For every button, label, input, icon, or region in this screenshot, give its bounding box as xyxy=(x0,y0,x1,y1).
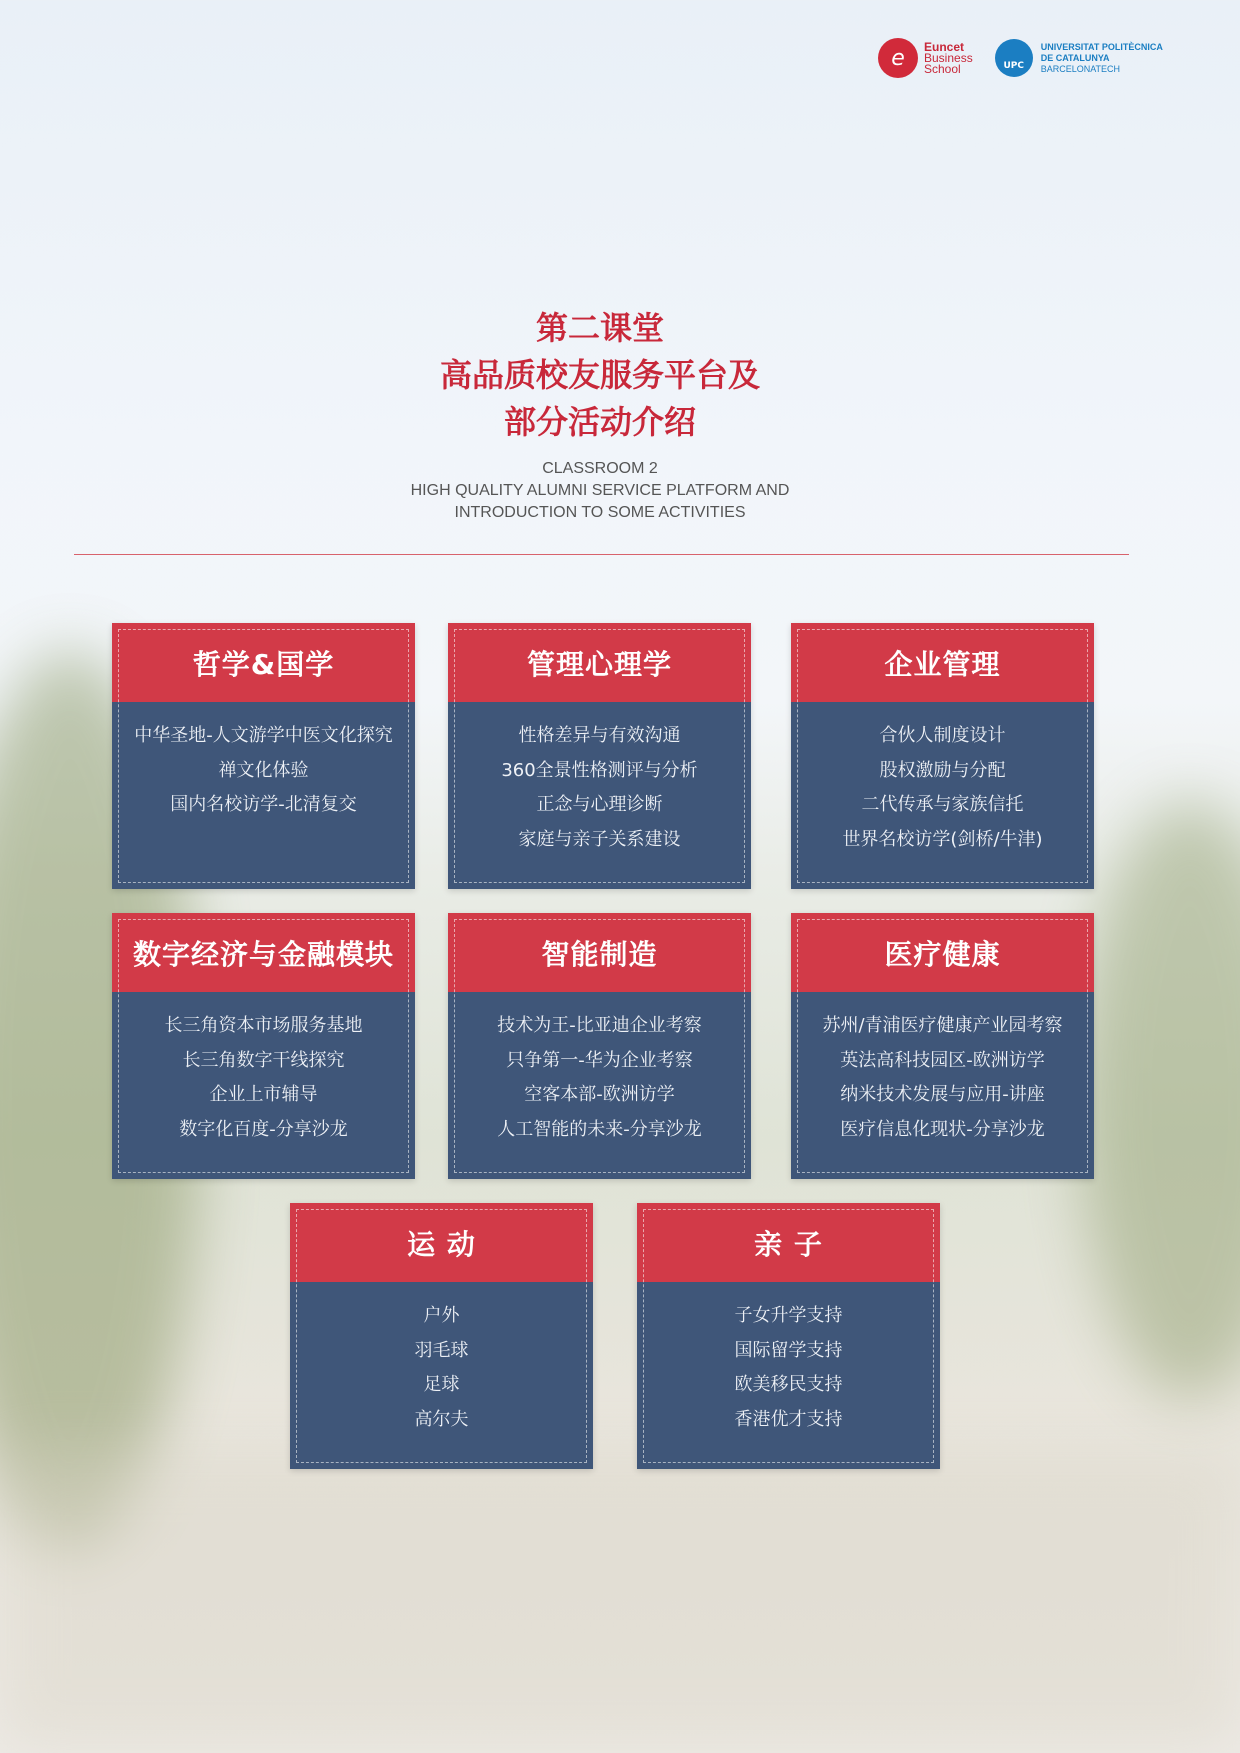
card-item: 香港优才支持 xyxy=(734,1408,843,1430)
card-item: 国际留学支持 xyxy=(734,1339,843,1361)
upc-line3: BARCELONATECH xyxy=(1040,63,1121,74)
card-item: 中华圣地-人文游学中医文化探究 xyxy=(134,725,393,746)
card-title: 医疗健康 xyxy=(791,913,1094,992)
category-card xyxy=(448,913,751,1179)
title-line: 第二课堂 xyxy=(535,309,664,347)
euncet-line3: School xyxy=(924,61,961,76)
card-item: 英法高科技园区-欧洲访学 xyxy=(840,1049,1045,1071)
card-item: 户外 xyxy=(423,1305,460,1326)
subtitle-line: INTRODUCTION TO SOME ACTIVITIES xyxy=(454,504,746,521)
card-items xyxy=(112,992,415,1147)
card-item: 只争第一-华为企业考察 xyxy=(506,1049,693,1071)
background-mosaic xyxy=(0,1450,1240,1750)
euncet-emblem: e xyxy=(878,38,918,78)
category-card xyxy=(791,913,1094,1179)
card-item: 股权激励与分配 xyxy=(879,759,1006,781)
card-item: 欧美移民支持 xyxy=(734,1374,843,1395)
card-item: 高尔夫 xyxy=(414,1408,469,1430)
title-line: 高品质校友服务平台及 xyxy=(439,356,760,394)
card-items xyxy=(112,702,415,823)
card-item: 纳米技术发展与应用-讲座 xyxy=(840,1084,1045,1105)
card-title: 企业管理 xyxy=(791,623,1094,702)
card-item: 合伙人制度设计 xyxy=(879,725,1006,746)
category-card xyxy=(637,1203,940,1469)
card-title: 智能制造 xyxy=(448,913,751,992)
category-card xyxy=(791,623,1094,889)
subtitle-line: CLASSROOM 2 xyxy=(542,460,658,477)
card-title: 管理心理学 xyxy=(448,623,751,702)
card-items xyxy=(637,1282,940,1437)
background-trees xyxy=(1080,800,1240,1400)
upc-line1: UNIVERSITAT POLITÈCNICA xyxy=(1040,41,1163,52)
euncet-line2: Business xyxy=(924,50,973,65)
card-item: 医疗信息化现状-分享沙龙 xyxy=(840,1118,1045,1140)
category-card xyxy=(290,1203,593,1469)
card-title: 亲 子 xyxy=(637,1203,940,1282)
category-card xyxy=(112,913,415,1179)
card-items xyxy=(448,992,751,1147)
card-item: 长三角资本市场服务基地 xyxy=(164,1015,363,1036)
card-item: 企业上市辅导 xyxy=(209,1084,318,1105)
card-item: 数字化百度-分享沙龙 xyxy=(179,1118,348,1140)
card-item: 羽毛球 xyxy=(414,1339,469,1361)
card-item: 正念与心理诊断 xyxy=(536,794,663,815)
card-item: 子女升学支持 xyxy=(734,1305,843,1326)
euncet-logo xyxy=(878,38,973,78)
card-item: 二代传承与家族信托 xyxy=(861,794,1024,815)
card-title: 哲学&国学 xyxy=(112,623,415,702)
card-title: 运 动 xyxy=(290,1203,593,1282)
card-title: 数字经济与金融模块 xyxy=(112,913,415,992)
card-items xyxy=(290,1282,593,1437)
card-item: 苏州/青浦医疗健康产业园考察 xyxy=(822,1015,1063,1036)
upc-emblem: UPC xyxy=(995,39,1033,77)
card-items xyxy=(791,992,1094,1147)
card-item: 技术为王-比亚迪企业考察 xyxy=(497,1015,702,1036)
card-item: 足球 xyxy=(423,1374,460,1395)
logos xyxy=(878,38,1163,78)
divider xyxy=(74,554,1129,555)
page-subtitle xyxy=(0,458,1200,524)
page-title xyxy=(0,305,1200,446)
card-item: 长三角数字干线探究 xyxy=(182,1049,345,1071)
upc-line2: DE CATALUNYA xyxy=(1040,52,1110,63)
card-items xyxy=(448,702,751,857)
card-item: 空客本部-欧洲访学 xyxy=(524,1084,675,1105)
title-line: 部分活动介绍 xyxy=(503,403,696,441)
card-item: 世界名校访学(剑桥/牛津) xyxy=(842,828,1043,850)
card-item: 禅文化体验 xyxy=(218,759,309,781)
subtitle-line: HIGH QUALITY ALUMNI SERVICE PLATFORM AND xyxy=(410,482,790,499)
card-item: 360全景性格测评与分析 xyxy=(501,759,698,781)
card-items xyxy=(791,702,1094,857)
card-item: 国内名校访学-北清复交 xyxy=(170,794,357,815)
category-card xyxy=(448,623,751,889)
card-item: 人工智能的未来-分享沙龙 xyxy=(497,1118,702,1140)
category-card xyxy=(112,623,415,889)
upc-logo xyxy=(995,39,1163,77)
card-item: 家庭与亲子关系建设 xyxy=(518,828,681,850)
card-item: 性格差异与有效沟通 xyxy=(518,725,681,746)
euncet-name: Euncet xyxy=(924,39,965,54)
